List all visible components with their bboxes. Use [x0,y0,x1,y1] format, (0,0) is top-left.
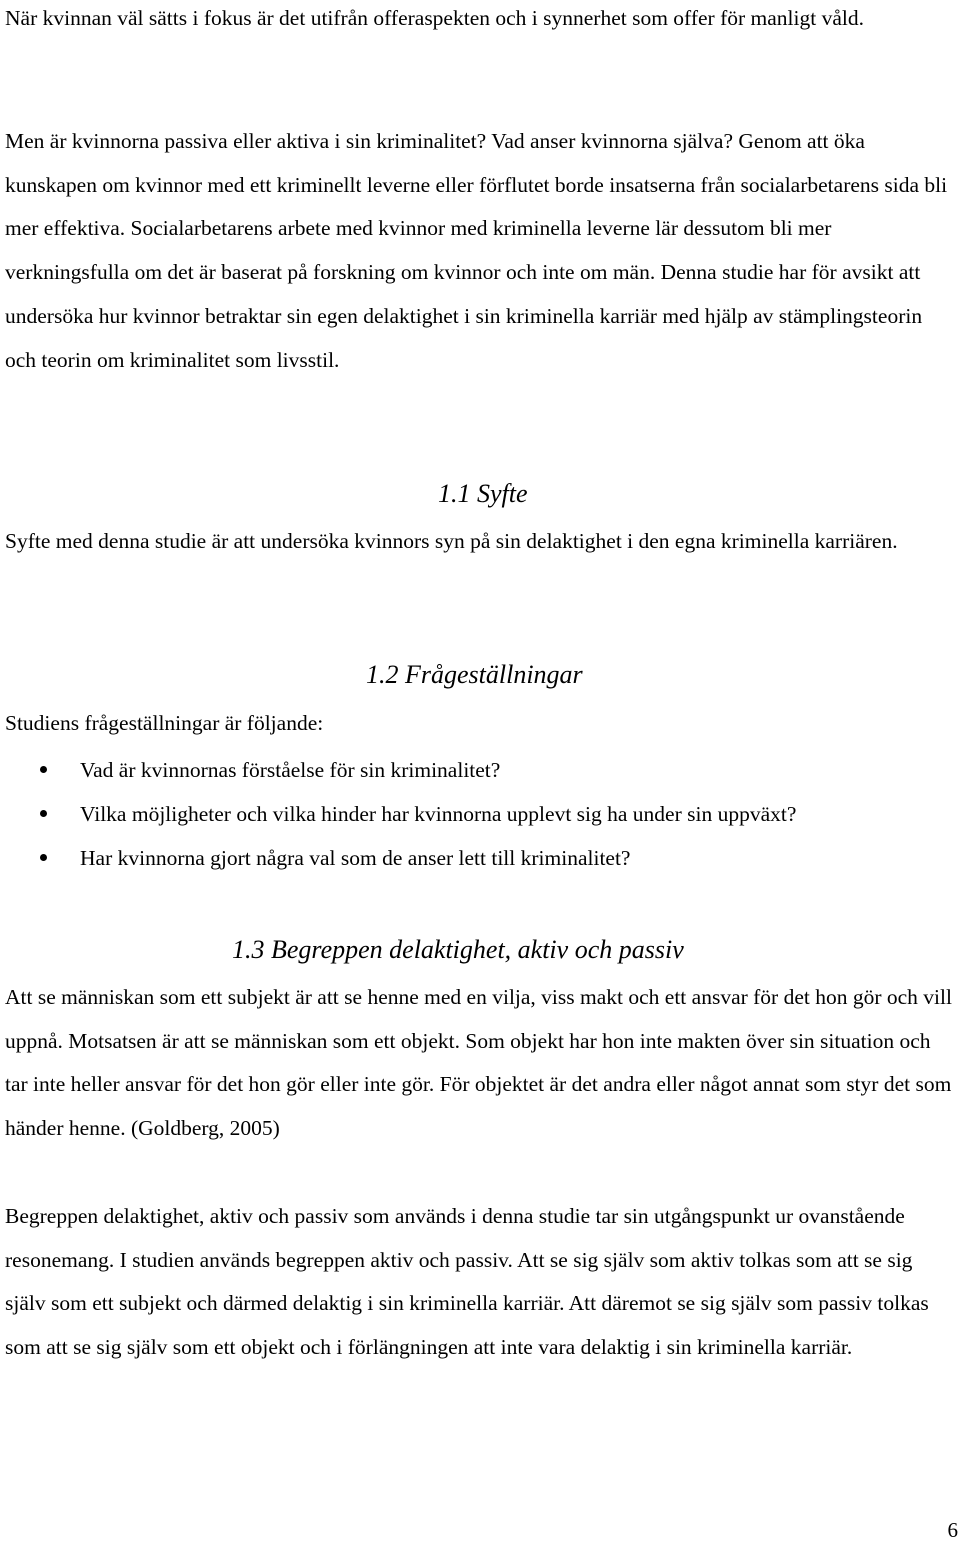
page-number: 6 [947,1518,958,1542]
question-text: Vilka möjligheter och vilka hinder har kvinnorna upplevt sig ha under sin uppväxt? [80,802,797,826]
begreppen-paragraph-1: Att se människan som ett subjekt är att se henne med en vilja, viss makt och ett ansvar för det hon gör och vill uppnå. Motsatsen är att se människan som ett objekt. Som objekt har hon inte makten över sin situation och tar inte heller ansvar för det hon gör eller inte gör. För objektet är det andra eller något annat som styr det som händer henne. (Goldberg, 2005) [5,985,952,1141]
bullet-icon [40,854,47,861]
question-list [0,748,960,880]
section-heading-syfte: 1.1 Syfte [438,479,528,508]
question-list-item [0,836,960,880]
section-heading-fragestallningar: 1.2 Frågeställningar [366,660,583,689]
fragestallningar-intro: Studiens frågeställningar är följande: [5,711,324,735]
bullet-icon [40,766,47,773]
question-list-item [0,792,960,836]
intro-paragraph-1: När kvinnan väl sätts i fokus är det utifrån offeraspekten och i synnerhet som offer för manligt våld. [5,6,864,30]
question-text: Vad är kvinnornas förståelse för sin kriminalitet? [80,758,501,782]
question-list-item [0,748,960,792]
bullet-icon [40,810,47,817]
intro-paragraph-2: Men är kvinnorna passiva eller aktiva i sin kriminalitet? Vad anser kvinnorna själva? Genom att öka kunskapen om kvinnor med ett kriminellt leverne eller förflutet borde insatserna från socialarbetarens sida bli mer effektiva. Socialarbetarens arbete med kvinnor med kriminella leverne lär dessutom bli mer verkningsfulla om det är baserat på forskning om kvinnor och inte om män. Denna studie har för avsikt att undersöka hur kvinnor betraktar sin egen delaktighet i sin kriminella karriär med hjälp av stämplingsteorin och teorin om kriminalitet som livsstil. [5,129,948,372]
begreppen-paragraph-2: Begreppen delaktighet, aktiv och passiv som används i denna studie tar sin utgångspunkt ur ovanstående resonemang. I studien används begreppen aktiv och passiv. Att se sig själv som aktiv tolkas som att se sig själv som ett subjekt och därmed delaktig i sin kriminella karriär. Att däremot se sig själv som passiv tolkas som att se sig själv som ett objekt och i förlängningen att inte vara delaktig i sin kriminella karriär. [5,1204,929,1360]
section-heading-begreppen: 1.3 Begreppen delaktighet, aktiv och passiv [232,935,684,964]
question-text: Har kvinnorna gjort några val som de anser lett till kriminalitet? [80,846,631,870]
syfte-paragraph: Syfte med denna studie är att undersöka kvinnors syn på sin delaktighet i den egna kriminella karriären. [5,529,898,553]
